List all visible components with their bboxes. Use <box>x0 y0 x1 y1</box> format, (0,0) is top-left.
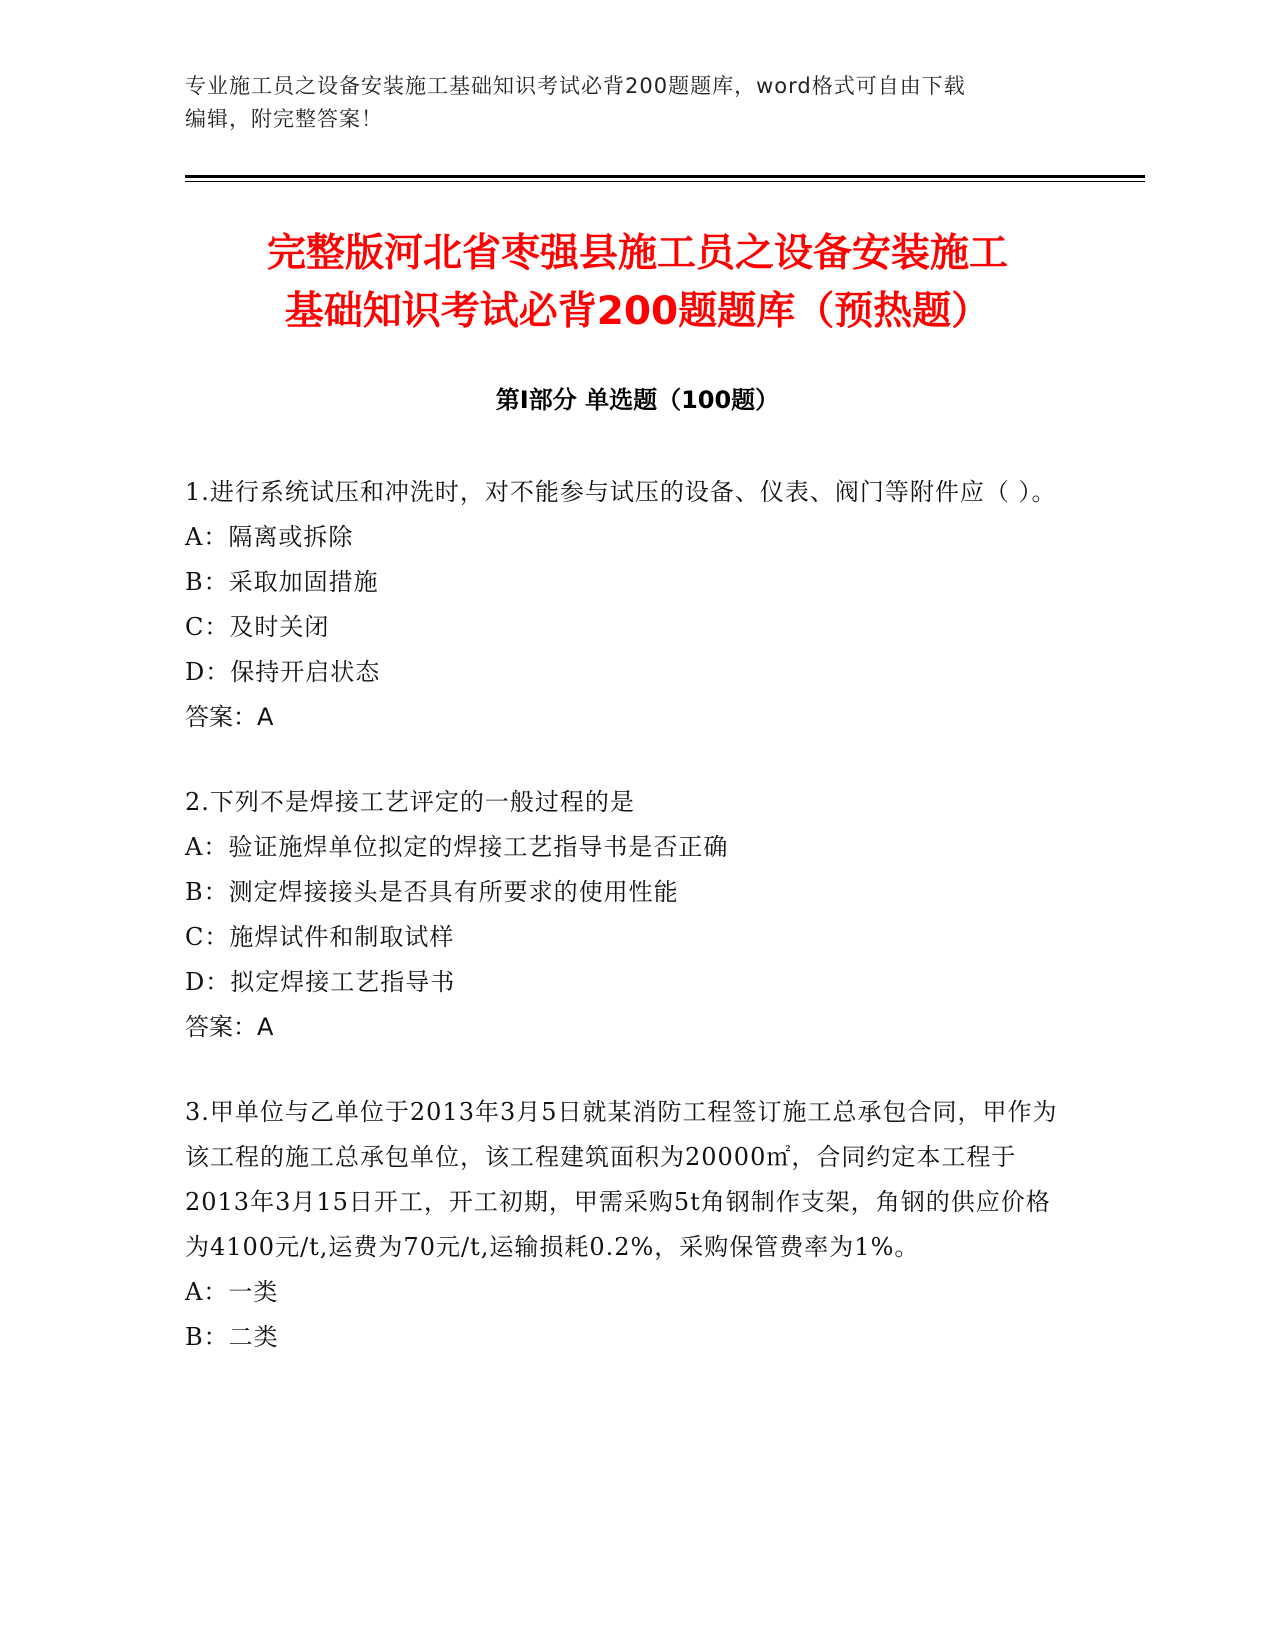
question-stem: 3.甲单位与乙单位于2013年3月5日就某消防工程签订施工总承包合同，甲作为该工程的施工总承包单位，该工程建筑面积为20000㎡，合同约定本工程于2013年3月15日开工，开工初期，甲需采购5t角钢制作支架，角钢的供应价格为4100元/t,运费为70元/t,运输损耗0.2%，采购保管费率为1%。 <box>185 1098 1058 1261</box>
header-note <box>185 70 1065 136</box>
option-b: B：二类 <box>185 1323 279 1351</box>
option-d: D：保持开启状态 <box>185 658 381 686</box>
question-2 <box>185 780 1070 1050</box>
option-a: A：隔离或拆除 <box>185 523 354 551</box>
header-note-line-2: 编辑，附完整答案！ <box>185 107 383 131</box>
answer-line: 答案：A <box>185 1013 274 1041</box>
question-1 <box>185 470 1070 740</box>
option-d: D：拟定焊接工艺指导书 <box>185 968 456 996</box>
option-b: B：测定焊接接头是否具有所要求的使用性能 <box>185 878 679 906</box>
option-c: C：及时关闭 <box>185 613 330 641</box>
header-rule-thick <box>185 175 1145 178</box>
section-heading: 第Ⅰ部分 单选题（100题） <box>495 386 780 414</box>
question-stem: 2.下列不是焊接工艺评定的一般过程的是 <box>185 788 635 816</box>
document-title-line-2: 基础知识考试必背200题题库（预热题） <box>284 289 991 334</box>
header-rule-thin <box>185 181 1145 182</box>
option-b: B：采取加固措施 <box>185 568 379 596</box>
option-a: A：一类 <box>185 1278 279 1306</box>
answer-line: 答案：A <box>185 703 274 731</box>
option-c: C：施焊试件和制取试样 <box>185 923 455 951</box>
question-stem: 1.进行系统试压和冲洗时，对不能参与试压的设备、仪表、阀门等附件应（ ）。 <box>185 478 1057 506</box>
question-3 <box>185 1090 1070 1360</box>
option-a: A：验证施焊单位拟定的焊接工艺指导书是否正确 <box>185 833 729 861</box>
document-title-line-1: 完整版河北省枣强县施工员之设备安装施工 <box>266 231 1008 276</box>
header-note-line-1: 专业施工员之设备安装施工基础知识考试必背200题题库，word格式可自由下载 <box>185 74 966 98</box>
document-title <box>150 225 1125 341</box>
question-list <box>185 470 1070 1400</box>
